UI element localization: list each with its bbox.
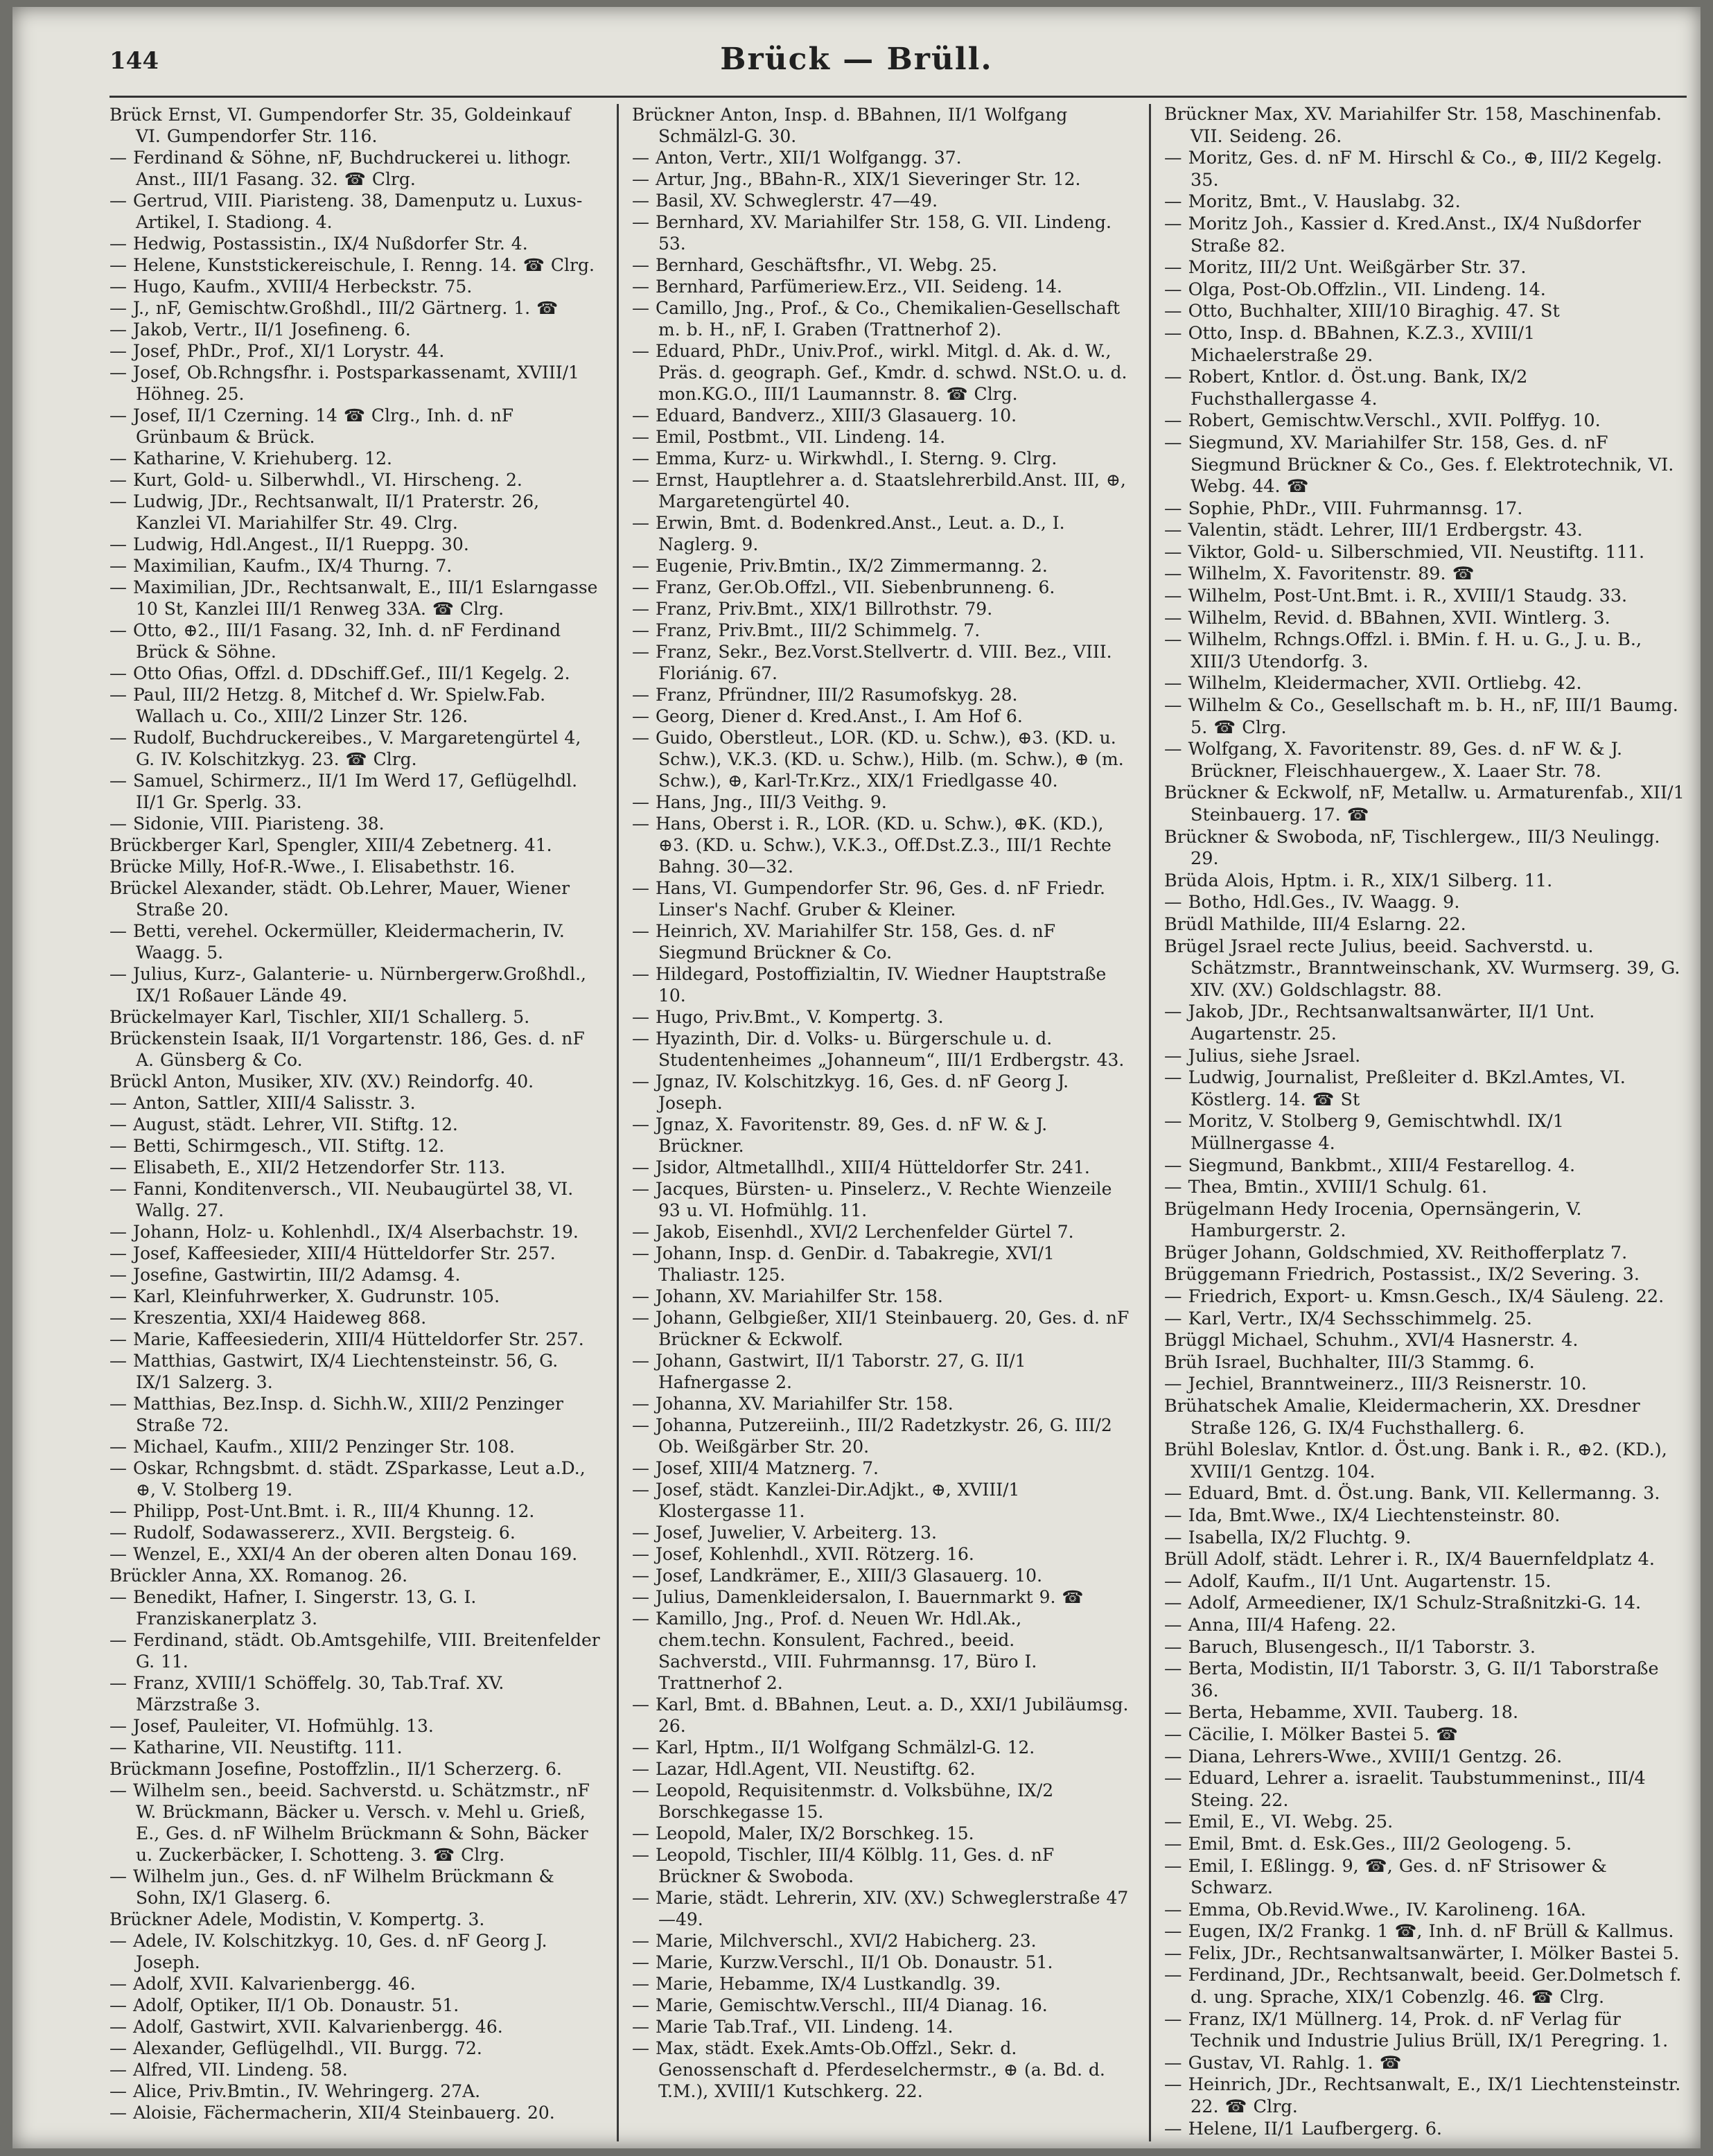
directory-entry: — Matthias, Gastwirt, IX/4 Liechtensteinstr. 56, G. IX/1 Salzerg. 3. — [109, 1351, 559, 1392]
directory-entry: — Baruch, Blusengesch., II/1 Taborstr. 3. — [1164, 1636, 1536, 1658]
directory-entry: — Marie, Milchverschl., XVI/2 Habicherg. 23. — [632, 1931, 1037, 1951]
directory-entry: — Adolf, Kaufm., II/1 Unt. Augartenstr. 15. — [1164, 1570, 1552, 1592]
directory-entry: — Ferdinand, JDr., Rechtsanwalt, beeid. Ger.Dolmetsch f. d. ung. Sprache, XIX/1 Cobenzlg. 46. ☎ Clrg. — [1164, 1965, 1682, 2008]
directory-entry: — Moritz, V. Stolberg 9, Gemischtwhdl. IX/1 Müllnergasse 4. — [1164, 1111, 1564, 1154]
directory-entry-head: Brückl Anton, Musiker, XIV. (XV.) Reindorfg. 40. — [109, 1071, 534, 1092]
entry-columns — [109, 104, 1689, 2141]
directory-entry: — Adolf, Gastwirt, XVII. Kalvarienbergg. 46. — [109, 2017, 503, 2037]
directory-entry: — Philipp, Post-Unt.Bmt. i. R., III/4 Khunng. 12. — [109, 1501, 535, 1521]
directory-entry-head: Brückner & Eckwolf, nF, Metallw. u. Armaturenfab., XII/1 Steinbauerg. 17. ☎ — [1164, 782, 1685, 825]
directory-entry-head: Brückner & Swoboda, nF, Tischlergew., III/3 Neulingg. 29. — [1164, 826, 1660, 870]
directory-entry: — Isabella, IX/2 Fluchtg. 9. — [1164, 1527, 1412, 1548]
running-title: Brück — Brüll. — [720, 42, 993, 77]
directory-entry: — Aloisie, Fächermacherin, XII/4 Steinbauerg. 20. — [109, 2103, 555, 2123]
directory-entry: — Emil, I. Eßlingg. 9, ☎, Ges. d. nF Strisower & Schwarz. — [1164, 1855, 1607, 1899]
directory-entry: — Robert, Gemischtw.Verschl., XVII. Polffyg. 10. — [1164, 410, 1601, 432]
directory-entry: — Emma, Kurz- u. Wirkwhdl., I. Sterng. 9. Clrg. — [632, 448, 1057, 468]
directory-entry: — Johanna, XV. Mariahilfer Str. 158. — [632, 1394, 954, 1414]
directory-entry: — Hedwig, Postassistin., IX/4 Nußdorfer Str. 4. — [109, 234, 528, 254]
directory-entry: — Eugen, IX/2 Frankg. 1 ☎, Inh. d. nF Brüll & Kallmus. — [1164, 1921, 1674, 1943]
directory-entry: — Karl, Kleinfuhrwerker, X. Gudrunstr. 105. — [109, 1286, 500, 1306]
directory-entry: — Wilhelm sen., beeid. Sachverstd. u. Schätzmstr., nF W. Brückmann, Bäcker u. Versch. v. Mehl u. Grieß, E., Ges. d. nF Wilhelm Brückmann & Sohn, Bäcker u. Zuckerbäcker, I. Schotteng. 3. ☎ Clrg. — [109, 1780, 590, 1865]
directory-entry: — Max, städt. Exek.Amts-Ob.Offzl., Sekr. d. Genossenschaft d. Pferdeselchermstr., ⊕ (a. Bd. d. T.M.), XVIII/1 Kutschkerg. 22. — [632, 2038, 1105, 2101]
directory-entry-head: Brüda Alois, Hptm. i. R., XIX/1 Silberg. 11. — [1164, 870, 1553, 891]
directory-entry: Brück Ernst, VI. Gumpendorfer Str. 35, Goldeinkauf VI. Gumpendorfer Str. 116. — [109, 105, 571, 146]
directory-entry: — Berta, Hebamme, XVII. Tauberg. 18. — [1164, 1702, 1519, 1724]
directory-entry: — Benedikt, Hafner, I. Singerstr. 13, G. I. Franziskanerplatz 3. — [109, 1587, 477, 1629]
directory-entry: — Guido, Oberstleut., LOR. (KD. u. Schw.), ⊕3. (KD. u. Schw.), V.K.3. (KD. u. Schw.), Hilb. (m. Schw.), ⊕ (m. Schw.), ⊕, Karl-Tr.Krz., XIX/1 Friedlgasse 40. — [632, 728, 1124, 791]
page-number: 144 — [109, 47, 159, 75]
directory-entry: — Leopold, Requisitenmstr. d. Volksbühne, IX/2 Borschkegasse 15. — [632, 1780, 1054, 1822]
directory-entry: — Marie, Hebamme, IX/4 Lustkandlg. 39. — [632, 1974, 1001, 1994]
directory-entry: — Jgnaz, X. Favoritenstr. 89, Ges. d. nF W. & J. Brückner. — [632, 1114, 1048, 1156]
directory-entry: — Alice, Priv.Bmtin., IV. Wehringerg. 27A. — [109, 2081, 481, 2101]
directory-entry: — Josef, Ob.Rchngsfhr. i. Postsparkassenamt, XVIII/1 Höhneg. 25. — [109, 362, 579, 404]
directory-entry: — Marie, Gemischtw.Verschl., III/4 Dianag. 16. — [632, 1995, 1048, 2015]
directory-entry: — Hans, Oberst i. R., LOR. (KD. u. Schw.), ⊕K. (KD.), ⊕3. (KD. u. Schw.), V.K.3., Off.Dst.Z.3., III/1 Rechte Bahng. 30—32. — [632, 814, 1112, 877]
directory-entry: — Basil, XV. Schweglerstr. 47—49. — [632, 191, 938, 211]
directory-entry: — Adolf, Optiker, II/1 Ob. Donaustr. 51. — [109, 1995, 459, 2015]
directory-entry-head: Brühatschek Amalie, Kleidermacherin, XX. Dresdner Straße 126, G. IX/4 Fuchsthallerg. 6. — [1164, 1396, 1640, 1439]
directory-entry: — Sidonie, VIII. Piaristeng. 38. — [109, 814, 385, 834]
directory-entry: — Camillo, Jng., Prof., & Co., Chemikalien-Gesellschaft m. b. H., nF, I. Graben (Trattnerhof 2). — [632, 298, 1121, 340]
directory-entry-head: Brüggl Michael, Schuhm., XVI/4 Hasnerstr. 4. — [1164, 1330, 1579, 1351]
directory-entry: — Ludwig, Hdl.Angest., II/1 Rueppg. 30. — [109, 534, 469, 554]
directory-entry: — Emil, E., VI. Webg. 25. — [1164, 1812, 1394, 1833]
directory-entry: — Siegmund, Bankbmt., XIII/4 Festarellog. 4. — [1164, 1155, 1576, 1176]
directory-entry-head: Brücke Milly, Hof-R.-Wwe., I. Elisabethstr. 16. — [109, 857, 516, 877]
directory-entry-head: Brückelmayer Karl, Tischler, XII/1 Schallerg. 5. — [109, 1007, 530, 1027]
directory-entry: — Marie, Kurzw.Verschl., II/1 Ob. Donaustr. 51. — [632, 1952, 1053, 1972]
directory-entry: — Hugo, Priv.Bmt., V. Kompertg. 3. — [632, 1007, 944, 1027]
directory-entry: — Eduard, Bmt. d. Öst.ung. Bank, VII. Kellermanng. 3. — [1164, 1483, 1660, 1505]
directory-entry: — Rudolf, Buchdruckereibes., V. Margaretengürtel 4, G. IV. Kolschitzkyg. 23. ☎ Clrg. — [109, 728, 581, 769]
directory-entry: — Maximilian, Kaufm., IX/4 Thurng. 7. — [109, 556, 453, 576]
directory-entry: — Wilhelm jun., Ges. d. nF Wilhelm Brückmann & Sohn, IX/1 Glaserg. 6. — [109, 1866, 554, 1908]
directory-entry: — Marie Tab.Traf., VII. Lindeng. 14. — [632, 2017, 954, 2037]
directory-entry: — Bernhard, XV. Mariahilfer Str. 158, G. VII. Lindeng. 53. — [632, 212, 1112, 254]
directory-entry: — Hildegard, Postoffizialtin, IV. Wiedner Hauptstraße 10. — [632, 964, 1107, 1006]
directory-entry: — Cäcilie, I. Mölker Bastei 5. ☎ — [1164, 1724, 1458, 1745]
directory-entry-head: Brügelmann Hedy Irocenia, Opernsängerin, V. Hamburgerstr. 2. — [1164, 1198, 1582, 1242]
directory-entry: — Marie, Kaffeesiederin, XIII/4 Hütteldorfer Str. 257. — [109, 1329, 584, 1349]
directory-entry: — Franz, Priv.Bmt., XIX/1 Billrothstr. 79. — [632, 599, 993, 619]
directory-entry: — Katharine, VII. Neustiftg. 111. — [109, 1737, 403, 1758]
column-right — [1164, 104, 1688, 2141]
directory-entry-head: Brüdl Mathilde, III/4 Eslarng. 22. — [1164, 913, 1466, 935]
directory-entry: — Franz, Ger.Ob.Offzl., VII. Siebenbrunneng. 6. — [632, 577, 1055, 597]
directory-entry: — Emma, Ob.Revid.Wwe., IV. Karolineng. 16A. — [1164, 1899, 1586, 1920]
directory-entry: — Ernst, Hauptlehrer a. d. Staatslehrerbild.Anst. III, ⊕, Margaretengürtel 40. — [632, 470, 1126, 511]
directory-entry: — Moritz, Ges. d. nF M. Hirschl & Co., ⊕, III/2 Kegelg. 35. — [1164, 148, 1662, 191]
directory-entry: — Eduard, Lehrer a. israelit. Taubstummeninst., III/4 Steing. 22. — [1164, 1768, 1646, 1811]
directory-entry: — Josef, Kohlenhdl., XVII. Rötzerg. 16. — [632, 1544, 974, 1564]
directory-entry-head: Brückenstein Isaak, II/1 Vorgartenstr. 186, Ges. d. nF A. Günsberg & Co. — [109, 1028, 585, 1070]
directory-entry: — Josef, Juwelier, V. Arbeiterg. 13. — [632, 1523, 937, 1543]
directory-entry: — Matthias, Bez.Insp. d. Sichh.W., XIII/2 Penzinger Straße 72. — [109, 1394, 563, 1435]
directory-entry: — Johann, Insp. d. GenDir. d. Tabakregie, XVI/1 Thaliastr. 125. — [632, 1243, 1055, 1285]
directory-entry: — Rudolf, Sodawassererz., XVII. Bergsteig. 6. — [109, 1523, 516, 1543]
directory-entry: — August, städt. Lehrer, VII. Stiftg. 12. — [109, 1114, 458, 1134]
directory-entry: — Fanni, Konditenversch., VII. Neubaugürtel 38, VI. Wallg. 27. — [109, 1179, 574, 1220]
directory-entry: — Oskar, Rchngsbmt. d. städt. ZSparkasse, Leut a.D., ⊕, V. Stolberg 19. — [109, 1458, 586, 1500]
directory-entry: — Julius, Damenkleidersalon, I. Bauernmarkt 9. ☎ — [632, 1587, 1084, 1607]
directory-entry-head: Brügel Jsrael recte Julius, beeid. Sachverstd. u. Schätzmstr., Branntweinschank, XV. Wurmserg. 39, G. XIV. (XV.) Goldschlagstr. 88. — [1164, 936, 1680, 1001]
directory-entry: — Kreszentia, XXI/4 Haideweg 868. — [109, 1308, 427, 1328]
directory-entry: — Ludwig, JDr., Rechtsanwalt, II/1 Praterstr. 26, Kanzlei VI. Mariahilfer Str. 49. Clrg. — [109, 491, 540, 533]
directory-entry: — Alexander, Geflügelhdl., VII. Burgg. 72. — [109, 2038, 482, 2058]
directory-entry: — Karl, Vertr., IX/4 Sechsschimmelg. 25. — [1164, 1308, 1532, 1329]
directory-entry: — Helene, Kunststickereischule, I. Renng. 14. ☎ Clrg. — [109, 255, 595, 275]
directory-entry: — Franz, Sekr., Bez.Vorst.Stellvertr. d. VIII. Bez., VIII. Floriánig. 67. — [632, 642, 1112, 683]
directory-entry: — Kurt, Gold- u. Silberwhdl., VI. Hirscheng. 2. — [109, 470, 522, 490]
directory-entry: — Wolfgang, X. Favoritenstr. 89, Ges. d. nF W. & J. Brückner, Fleischhauergew., X. Laaer Str. 78. — [1164, 739, 1623, 782]
directory-entry: — Franz, IX/1 Müllnerg. 14, Prok. d. nF Verlag für Technik und Industrie Julius Brüll, IX/1 Peregring. 1. — [1164, 2008, 1669, 2052]
directory-entry: — Karl, Bmt. d. BBahnen, Leut. a. D., XXI/1 Jubiläumsg. 26. — [632, 1694, 1129, 1736]
directory-entry: — Otto, Insp. d. BBahnen, K.Z.3., XVIII/1 Michaelerstraße 29. — [1164, 322, 1536, 366]
directory-entry: — Botho, Hdl.Ges., IV. Waagg. 9. — [1164, 892, 1460, 913]
directory-entry: — Leopold, Tischler, III/4 Kölblg. 11, Ges. d. nF Brückner & Swoboda. — [632, 1845, 1055, 1886]
directory-entry-head: Brückner Anton, Insp. d. BBahnen, II/1 Wolfgang Schmälzl-G. 30. — [632, 105, 1068, 146]
directory-entry: — J., nF, Gemischtw.Großhdl., III/2 Gärtnerg. 1. ☎ — [109, 298, 559, 318]
directory-entry: — Elisabeth, E., XII/2 Hetzendorfer Str. 113. — [109, 1157, 506, 1177]
directory-entry: — Erwin, Bmt. d. Bodenkred.Anst., Leut. a. D., I. Naglerg. 9. — [632, 513, 1065, 554]
directory-entry: — Wenzel, E., XXI/4 An der oberen alten Donau 169. — [109, 1544, 578, 1564]
directory-entry: — Ludwig, Journalist, Preßleiter d. BKzl.Amtes, VI. Köstlerg. 14. ☎ St — [1164, 1067, 1626, 1110]
directory-entry: — Diana, Lehrers-Wwe., XVIII/1 Gentzg. 26. — [1164, 1746, 1563, 1767]
directory-entry: — Eduard, Bandverz., XIII/3 Glasauerg. 10. — [632, 405, 1017, 426]
directory-entry: — Wilhelm, Post-Unt.Bmt. i. R., XVIII/1 Staudg. 33. — [1164, 586, 1628, 607]
directory-entry: — Josef, städt. Kanzlei-Dir.Adjkt., ⊕, XVIII/1 Klostergasse 11. — [632, 1480, 1020, 1521]
directory-entry: — Johann, Gelbgießer, XII/1 Steinbauerg. 20, Ges. d. nF Brückner & Eckwolf. — [632, 1308, 1130, 1349]
directory-entry: — Michael, Kaufm., XIII/2 Penzinger Str. 108. — [109, 1437, 515, 1457]
column-divider — [617, 104, 619, 2141]
directory-entry: — Wilhelm, Kleidermacher, XVII. Ortliebg. 42. — [1164, 673, 1582, 694]
page-header — [12, 35, 1701, 83]
directory-entry: — Anton, Sattler, XIII/4 Salisstr. 3. — [109, 1093, 416, 1113]
directory-entry: — Heinrich, JDr., Rechtsanwalt, E., IX/1 Liechtensteinstr. 22. ☎ Clrg. — [1164, 2074, 1681, 2118]
directory-entry: — Kamillo, Jng., Prof. d. Neuen Wr. Hdl.Ak., chem.techn. Konsulent, Fachred., beeid. Sachverstd., VIII. Fuhrmannsg. 17, Büro I. Trattnerhof 2. — [632, 1609, 1037, 1693]
directory-entry: — Thea, Bmtin., XVIII/1 Schulg. 61. — [1164, 1177, 1488, 1198]
directory-entry: — Heinrich, XV. Mariahilfer Str. 158, Ges. d. nF Siegmund Brückner & Co. — [632, 921, 1056, 963]
directory-entry: — Friedrich, Export- u. Kmsn.Gesch., IX/4 Säuleng. 22. — [1164, 1286, 1664, 1308]
directory-entry: — Ida, Bmt.Wwe., IX/4 Liechtensteinstr. 80. — [1164, 1505, 1561, 1526]
directory-entry: — Julius, Kurz-, Galanterie- u. Nürnbergerw.Großhdl., IX/1 Roßauer Lände 49. — [109, 964, 586, 1006]
directory-entry: — Wilhelm, Revid. d. BBahnen, XVII. Wintlerg. 3. — [1164, 607, 1610, 629]
directory-entry: — Emil, Postbmt., VII. Lindeng. 14. — [632, 427, 946, 447]
directory-entry: — Julius, siehe Jsrael. — [1164, 1045, 1361, 1067]
directory-entry: — Gustav, VI. Rahlg. 1. ☎ — [1164, 2052, 1402, 2074]
directory-entry: — Moritz, III/2 Unt. Weißgärber Str. 37. — [1164, 257, 1527, 279]
directory-entry: — Adolf, XVII. Kalvarienbergg. 46. — [109, 1974, 416, 1994]
directory-entry: — Sophie, PhDr., VIII. Fuhrmannsg. 17. — [1164, 498, 1523, 519]
directory-entry-head: Brüggemann Friedrich, Postassist., IX/2 Severing. 3. — [1164, 1264, 1640, 1286]
directory-entry: — Olga, Post-Ob.Offzlin., VII. Lindeng. 14. — [1164, 279, 1546, 300]
directory-entry: — Alfred, VII. Lindeng. 58. — [109, 2060, 348, 2080]
directory-entry: — Franz, Pfründner, III/2 Rasumofskyg. 28. — [632, 685, 1018, 705]
directory-entry: — Adele, IV. Kolschitzkyg. 10, Ges. d. nF Georg J. Joseph. — [109, 1931, 547, 1972]
directory-entry: — Betti, verehel. Ockermüller, Kleidermacherin, IV. Waagg. 5. — [109, 921, 565, 963]
directory-entry-head: Brüger Johann, Goldschmied, XV. Reithofferplatz 7. — [1164, 1242, 1628, 1263]
directory-entry: — Josef, XIII/4 Matznerg. 7. — [632, 1458, 879, 1478]
directory-entry: — Johann, Gastwirt, II/1 Taborstr. 27, G. II/1 Hafnergasse 2. — [632, 1351, 1026, 1392]
directory-entry: — Paul, III/2 Hetzg. 8, Mitchef d. Wr. Spielw.Fab. Wallach u. Co., XIII/2 Linzer Str. 126. — [109, 685, 546, 726]
directory-entry: — Wilhelm & Co., Gesellschaft m. b. H., nF, III/1 Baumg. 5. ☎ Clrg. — [1164, 695, 1678, 738]
directory-entry: — Maximilian, JDr., Rechtsanwalt, E., III/1 Eslarngasse 10 St, Kanzlei III/1 Renweg 33A. ☎ Clrg. — [109, 577, 598, 619]
directory-entry: — Otto Ofias, Offzl. d. DDschiff.Gef., III/1 Kegelg. 2. — [109, 663, 570, 683]
directory-entry: — Moritz Joh., Kassier d. Kred.Anst., IX/4 Nußdorfer Straße 82. — [1164, 213, 1641, 256]
header-rule — [109, 96, 1687, 98]
directory-entry: — Jakob, JDr., Rechtsanwaltsanwärter, II/1 Unt. Augartenstr. 25. — [1164, 1001, 1595, 1044]
directory-entry-head: Brückmann Josefine, Postoffzlin., II/1 Scherzerg. 6. — [109, 1759, 562, 1779]
directory-entry: — Berta, Modistin, II/1 Taborstr. 3, G. II/1 Taborstraße 36. — [1164, 1658, 1659, 1701]
directory-entry: — Franz, XVIII/1 Schöffelg. 30, Tab.Traf. XV. Märzstraße 3. — [109, 1673, 504, 1715]
directory-entry: — Moritz, Bmt., V. Hauslabg. 32. — [1164, 191, 1461, 213]
directory-entry: — Samuel, Schirmerz., II/1 Im Werd 17, Geflügelhdl. II/1 Gr. Sperlg. 33. — [109, 771, 578, 812]
directory-entry: — Jacques, Bürsten- u. Pinselerz., V. Rechte Wienzeile 93 u. VI. Hofmühlg. 11. — [632, 1179, 1112, 1220]
directory-entry: — Anton, Vertr., XII/1 Wolfgangg. 37. — [632, 148, 962, 168]
directory-entry-head: Brückel Alexander, städt. Ob.Lehrer, Mauer, Wiener Straße 20. — [109, 878, 570, 920]
directory-entry: — Valentin, städt. Lehrer, III/1 Erdbergstr. 43. — [1164, 520, 1583, 541]
directory-entry: — Felix, JDr., Rechtsanwaltsanwärter, I. Mölker Bastei 5. — [1164, 1943, 1680, 1964]
directory-entry: — Georg, Diener d. Kred.Anst., I. Am Hof 6. — [632, 706, 1023, 726]
directory-entry: — Wilhelm, Rchngs.Offzl. i. BMin. f. H. u. G., J. u. B., XIII/3 Utendorfg. 3. — [1164, 629, 1642, 672]
directory-entry: — Johann, XV. Mariahilfer Str. 158. — [632, 1286, 943, 1306]
directory-entry: — Johann, Holz- u. Kohlenhdl., IX/4 Alserbachstr. 19. — [109, 1222, 579, 1242]
directory-entry: — Otto, Buchhalter, XIII/10 Biraghig. 47. St — [1164, 301, 1560, 322]
directory-entry: — Ferdinand, städt. Ob.Amtsgehilfe, VIII. Breitenfelder G. 11. — [109, 1630, 600, 1672]
directory-entry: — Ferdinand & Söhne, nF, Buchdruckerei u. lithogr. Anst., III/1 Fasang. 32. ☎ Clrg. — [109, 148, 572, 189]
directory-entry: — Jsidor, Altmetallhdl., XIII/4 Hütteldorfer Str. 241. — [632, 1157, 1090, 1177]
directory-entry: — Leopold, Maler, IX/2 Borschkeg. 15. — [632, 1823, 974, 1843]
directory-entry: — Artur, Jng., BBahn-R., XIX/1 Sieveringer Str. 12. — [632, 169, 1081, 189]
directory-entry: — Josef, Pauleiter, VI. Hofmühlg. 13. — [109, 1716, 434, 1736]
directory-entry: — Eduard, PhDr., Univ.Prof., wirkl. Mitgl. d. Ak. d. W., Präs. d. geograph. Gef., Kmdr. d. schwd. NSt.O. u. d. mon.KG.O., III/1 Laumannstr. 8. ☎ Clrg. — [632, 341, 1127, 404]
directory-entry: — Bernhard, Geschäftsfhr., VI. Webg. 25. — [632, 255, 998, 275]
directory-entry: — Lazar, Hdl.Agent, VII. Neustiftg. 62. — [632, 1759, 976, 1779]
directory-entry: — Josef, PhDr., Prof., XI/1 Lorystr. 44. — [109, 341, 445, 361]
directory-entry: — Josef, Kaffeesieder, XIII/4 Hütteldorfer Str. 257. — [109, 1243, 556, 1263]
directory-entry: — Franz, Priv.Bmt., III/2 Schimmelg. 7. — [632, 620, 981, 640]
directory-entry: — Adolf, Armeediener, IX/1 Schulz-Straßnitzki-G. 14. — [1164, 1593, 1642, 1614]
directory-entry-head: Brückner Adele, Modistin, V. Kompertg. 3. — [109, 1909, 485, 1929]
directory-entry: — Hugo, Kaufm., XVIII/4 Herbeckstr. 75. — [109, 277, 473, 297]
directory-entry: — Hans, Jng., III/3 Veithg. 9. — [632, 792, 887, 812]
column-middle — [632, 104, 1130, 2141]
directory-entry: — Betti, Schirmgesch., VII. Stiftg. 12. — [109, 1136, 445, 1156]
directory-entry: — Jechiel, Branntweinerz., III/3 Reisnerstr. 10. — [1164, 1374, 1587, 1395]
directory-entry: — Josefine, Gastwirtin, III/2 Adamsg. 4. — [109, 1265, 461, 1285]
directory-entry: — Eugenie, Priv.Bmtin., IX/2 Zimmermanng. 2. — [632, 556, 1048, 576]
directory-entry: — Jakob, Vertr., II/1 Josefineng. 6. — [109, 319, 411, 340]
column-divider — [1149, 104, 1151, 2141]
directory-page — [12, 7, 1701, 2148]
directory-entry: — Viktor, Gold- u. Silberschmied, VII. Neustiftg. 111. — [1164, 541, 1645, 563]
column-left — [109, 104, 600, 2141]
directory-entry: — Anna, III/4 Hafeng. 22. — [1164, 1614, 1396, 1636]
directory-entry: — Hans, VI. Gumpendorfer Str. 96, Ges. d. nF Friedr. Linser's Nachf. Gruber & Kleiner. — [632, 878, 1105, 920]
directory-entry: — Otto, ⊕2., III/1 Fasang. 32, Inh. d. nF Ferdinand Brück & Söhne. — [109, 620, 561, 662]
directory-entry: — Katharine, V. Kriehuberg. 12. — [109, 448, 392, 468]
directory-entry: — Emil, Bmt. d. Esk.Ges., III/2 Geologeng. 5. — [1164, 1833, 1572, 1855]
directory-entry: — Josef, Landkrämer, E., XIII/3 Glasauerg. 10. — [632, 1566, 1043, 1586]
directory-entry-head: Brüh Israel, Buchhalter, III/3 Stammg. 6. — [1164, 1351, 1535, 1373]
directory-entry-head: Brückler Anna, XX. Romanog. 26. — [109, 1566, 408, 1586]
directory-entry: — Jgnaz, IV. Kolschitzkyg. 16, Ges. d. nF Georg J. Joseph. — [632, 1071, 1069, 1113]
directory-entry: — Jakob, Eisenhdl., XVI/2 Lerchenfelder Gürtel 7. — [632, 1222, 1074, 1242]
directory-entry: — Johanna, Putzereiinh., III/2 Radetzkystr. 26, G. III/2 Ob. Weißgärber Str. 20. — [632, 1415, 1112, 1457]
directory-entry: — Siegmund, XV. Mariahilfer Str. 158, Ges. d. nF Siegmund Brückner & Co., Ges. f. Elektrotechnik, VI. Webg. 44. ☎ — [1164, 432, 1674, 498]
directory-entry: — Josef, II/1 Czerning. 14 ☎ Clrg., Inh. d. nF Grünbaum & Brück. — [109, 405, 514, 447]
directory-entry: — Helene, II/1 Laufbergerg. 6. — [1164, 2118, 1443, 2139]
directory-entry: — Robert, Kntlor. d. Öst.ung. Bank, IX/2 Fuchsthallergasse 4. — [1164, 367, 1528, 410]
directory-entry-head: Brühl Boleslav, Kntlor. d. Öst.ung. Bank i. R., ⊕2. (KD.), XVIII/1 Gentzg. 104. — [1164, 1439, 1667, 1482]
directory-entry: — Bernhard, Parfümeriew.Erz., VII. Seideng. 14. — [632, 277, 1062, 297]
directory-entry-head: Brückner Max, XV. Mariahilfer Str. 158, Maschinenfab. VII. Seideng. 26. — [1164, 104, 1662, 147]
directory-entry: — Gertrud, VIII. Piaristeng. 38, Damenputz u. Luxus-Artikel, I. Stadiong. 4. — [109, 191, 583, 232]
directory-entry: — Marie, städt. Lehrerin, XIV. (XV.) Schweglerstraße 47—49. — [632, 1888, 1129, 1929]
directory-entry-head: Brüll Adolf, städt. Lehrer i. R., IX/4 Bauernfeldplatz 4. — [1164, 1549, 1655, 1570]
directory-entry: — Karl, Hptm., II/1 Wolfgang Schmälzl-G. 12. — [632, 1737, 1035, 1758]
directory-entry-head: Brückberger Karl, Spengler, XIII/4 Zebetnerg. 41. — [109, 835, 552, 855]
directory-entry: — Wilhelm, X. Favoritenstr. 89. ☎ — [1164, 563, 1475, 585]
directory-entry: — Hyazinth, Dir. d. Volks- u. Bürgerschule u. d. Studentenheimes „Johanneum“, III/1 Erdbergstr. 43. — [632, 1028, 1125, 1070]
